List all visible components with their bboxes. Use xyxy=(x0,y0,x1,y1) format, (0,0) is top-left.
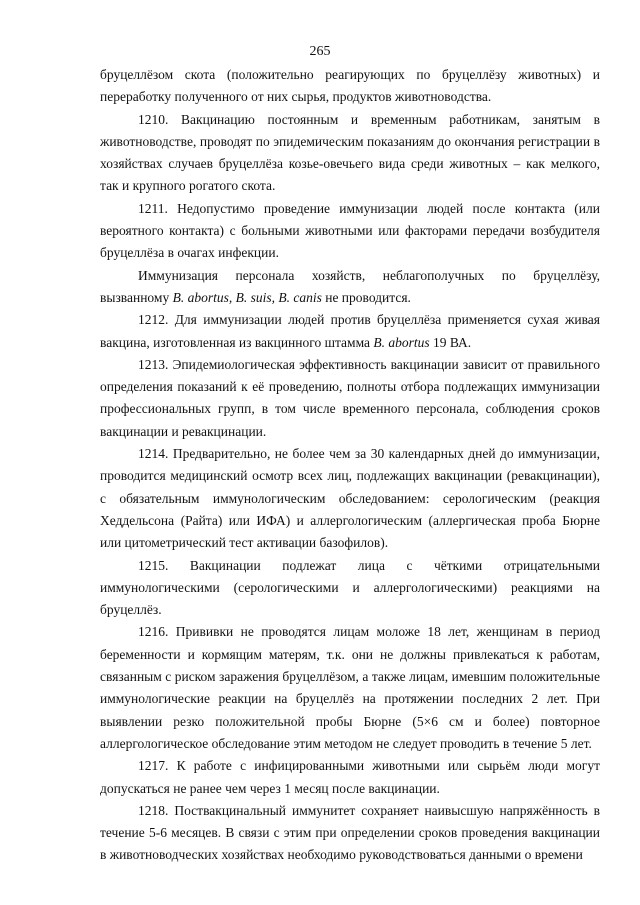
paragraph-1217: 1217. К работе с инфицированными животными или сырьём люди могут допускаться не ранее чем через 1 месяц после вакцинации. xyxy=(100,758,600,796)
paragraph-1216: 1216. Прививки не проводятся лицам моложе 18 лет, женщинам в период беременности и кормящим матерям, т.к. они не должны привлекаться к работам, связанным с риском заражения бруцеллёзом, а также лицам, имевшим положительные иммунологические реакции на бруцеллёз на протяжении последних 2 лет. При выявлении резко положительной пробы Бюрне (5×6 см и более) повторное аллергологическое обследование этим методом не следует проводить в течение 5 лет. xyxy=(100,624,600,751)
paragraph-1218: 1218. Поствакцинальный иммунитет сохраняет наивысшую напряжённость в течение 5-6 месяцев. В связи с этим при определении сроков проведения вакцинации в животноводческих хозяйствах необходимо руководствоваться данными о времени xyxy=(100,802,600,863)
paragraph-1211: 1211. Недопустимо проведение иммунизации людей после контакта (или вероятного контакта) с больными животными или факторами передачи возбудителя бруцеллёза в очагах инфекции. xyxy=(100,200,600,261)
paragraph-1212 xyxy=(100,309,600,354)
paragraph-1215: 1215. Вакцинации подлежат лица с чёткими отрицательными иммунологическими (серологическими и аллергологическими) реакциями на бруцеллёз. xyxy=(100,557,600,618)
paragraph-1214: 1214. Предварительно, не более чем за 30 календарных дней до иммунизации, проводится медицинский осмотр всех лиц, подлежащих вакцинации (ревакцинации), с обязательным иммунологическим обследованием: серологическим (реакция Хеддельсона (Райта) или ИФА) и аллергологическим (аллергическая проба Бюрне или цитометрический тест активации базофилов). xyxy=(100,446,600,551)
paragraph-continuation: бруцеллёзом скота (положительно реагирующих по бруцеллёзу животных) и переработку полученного от них сырья, продуктов животноводства. xyxy=(100,67,600,105)
paragraph-1213: 1213. Эпидемиологическая эффективность вакцинации зависит от правильного определения показаний к её проведению, полноты отбора подлежащих иммунизации профессиональных групп, в том числе временного персонала, соблюдения сроков вакцинации и ревакцинации. xyxy=(100,356,600,439)
species-names: B. abortus, B. suis, B. canis xyxy=(172,289,322,305)
paragraph-immunization-exception xyxy=(100,265,600,310)
species-name: B. abortus xyxy=(373,334,430,350)
paragraph-text: 19 ВА. xyxy=(429,334,472,350)
paragraph-text: не проводится. xyxy=(321,289,411,305)
page-number: 265 xyxy=(309,44,331,59)
paragraph-text: Иммунизация персонала хозяйств, неблагополучных по бруцеллёзу, вызванному xyxy=(100,267,600,305)
paragraph-text: 1212. Для иммунизации людей против бруцеллёза применяется сухая живая вакцина, изготовленная из вакцинного штамма xyxy=(100,312,600,350)
paragraph-1210: 1210. Вакцинацию постоянным и временным работникам, занятым в животноводстве, проводят по эпидемическим показаниям до окончания регистрации в хозяйствах случаев бруцеллёза козье-овечьего вида среди животных – как мелкого, так и крупного рогатого скота. xyxy=(100,111,600,194)
document-body xyxy=(100,64,600,867)
